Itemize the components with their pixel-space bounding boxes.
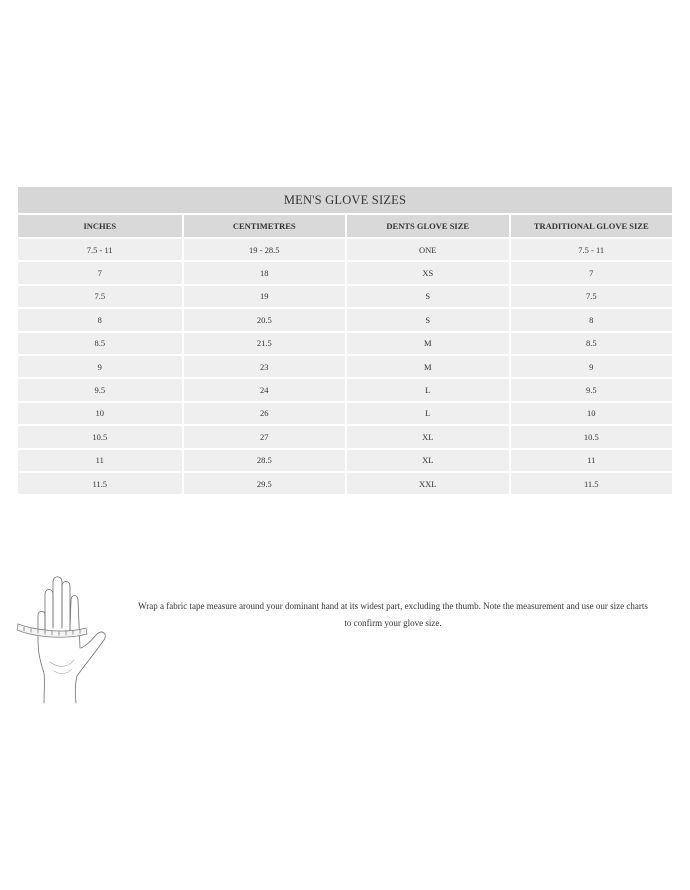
cell-traditional-size: 9.5 xyxy=(509,379,673,400)
table-row xyxy=(18,379,672,400)
header-inches: INCHES xyxy=(18,215,182,237)
cell-traditional-size: 7 xyxy=(509,262,673,283)
measure-instructions xyxy=(108,598,678,632)
cell-traditional-size: 9 xyxy=(509,356,673,377)
cell-inches: 11 xyxy=(18,450,182,471)
table-row xyxy=(18,262,672,283)
cell-inches: 10.5 xyxy=(18,426,182,447)
header-centimetres: CENTIMETRES xyxy=(182,215,346,237)
table-title: MEN'S GLOVE SIZES xyxy=(18,187,672,213)
cell-inches: 10 xyxy=(18,403,182,424)
glove-size-table xyxy=(18,185,672,496)
cell-traditional-size: 7.5 - 11 xyxy=(509,239,673,260)
header-dents-glove-size: DENTS GLOVE SIZE xyxy=(345,215,509,237)
cell-traditional-size: 8 xyxy=(509,309,673,330)
table-row xyxy=(18,473,672,494)
cell-traditional-size: 11.5 xyxy=(509,473,673,494)
cell-centimetres: 18 xyxy=(182,262,346,283)
table-row xyxy=(18,333,672,354)
cell-centimetres: 27 xyxy=(182,426,346,447)
hand-with-tape-measure-icon xyxy=(14,570,114,705)
cell-dents-size: S xyxy=(345,309,509,330)
cell-inches: 7.5 xyxy=(18,286,182,307)
cell-dents-size: XS xyxy=(345,262,509,283)
cell-traditional-size: 11 xyxy=(509,450,673,471)
table-row xyxy=(18,356,672,377)
cell-traditional-size: 10 xyxy=(509,403,673,424)
cell-traditional-size: 8.5 xyxy=(509,333,673,354)
cell-inches: 7.5 - 11 xyxy=(18,239,182,260)
cell-dents-size: XL xyxy=(345,450,509,471)
header-traditional-glove-size: TRADITIONAL GLOVE SIZE xyxy=(509,215,673,237)
cell-dents-size: L xyxy=(345,379,509,400)
cell-inches: 9 xyxy=(18,356,182,377)
cell-centimetres: 21.5 xyxy=(182,333,346,354)
cell-inches: 11.5 xyxy=(18,473,182,494)
table-header-row xyxy=(18,215,672,237)
cell-centimetres: 23 xyxy=(182,356,346,377)
table-row xyxy=(18,426,672,447)
cell-centimetres: 29.5 xyxy=(182,473,346,494)
instruction-line-1: Wrap a fabric tape measure around your dominant hand at its widest part, excluding the thumb. Note the measurement and use our size charts xyxy=(138,601,648,611)
table-row xyxy=(18,450,672,471)
table-row xyxy=(18,309,672,330)
instruction-line-2: to confirm your glove size. xyxy=(344,618,442,628)
cell-traditional-size: 7.5 xyxy=(509,286,673,307)
cell-dents-size: XL xyxy=(345,426,509,447)
cell-centimetres: 19 xyxy=(182,286,346,307)
cell-inches: 7 xyxy=(18,262,182,283)
cell-centimetres: 28.5 xyxy=(182,450,346,471)
cell-dents-size: XXL xyxy=(345,473,509,494)
cell-traditional-size: 10.5 xyxy=(509,426,673,447)
table-title-row xyxy=(18,187,672,213)
cell-inches: 9.5 xyxy=(18,379,182,400)
cell-centimetres: 20.5 xyxy=(182,309,346,330)
cell-dents-size: M xyxy=(345,333,509,354)
table-row xyxy=(18,239,672,260)
table-row xyxy=(18,286,672,307)
cell-centimetres: 19 - 28.5 xyxy=(182,239,346,260)
cell-inches: 8.5 xyxy=(18,333,182,354)
cell-inches: 8 xyxy=(18,309,182,330)
cell-dents-size: L xyxy=(345,403,509,424)
cell-dents-size: M xyxy=(345,356,509,377)
cell-centimetres: 26 xyxy=(182,403,346,424)
cell-dents-size: ONE xyxy=(345,239,509,260)
cell-centimetres: 24 xyxy=(182,379,346,400)
cell-dents-size: S xyxy=(345,286,509,307)
table-row xyxy=(18,403,672,424)
